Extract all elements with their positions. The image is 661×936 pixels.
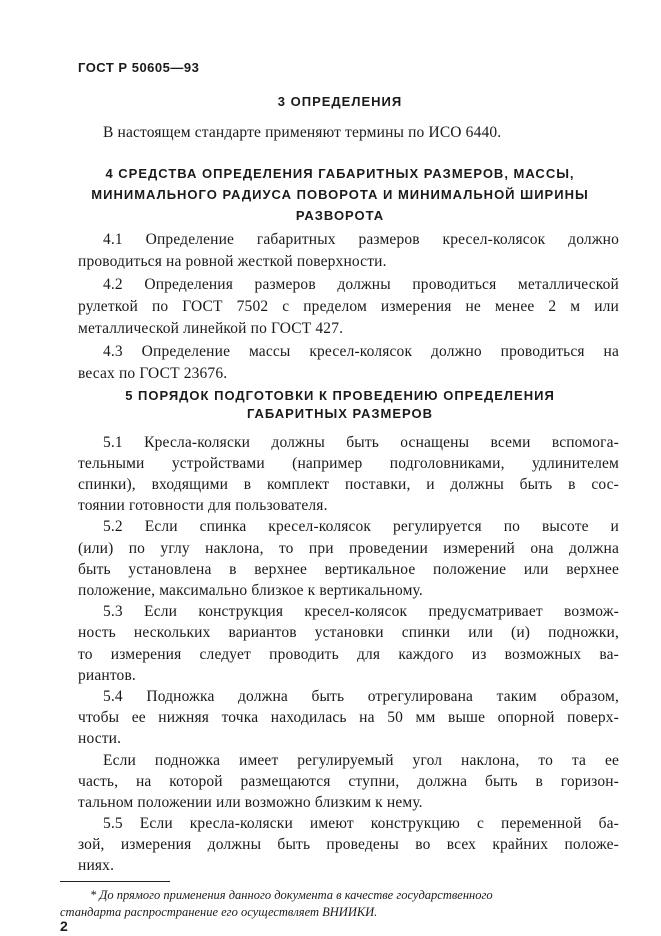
heading-line: РАЗВОРОТА: [295, 208, 385, 223]
paragraph-line: чтобы ее нижняя точка находилась на 50 мм выше опорной поверх-: [78, 709, 619, 726]
paragraph-line: 4.1 Определение габаритных размеров кресел-колясок должно: [103, 231, 619, 248]
paragraph-line: 5.4 Подножка должна быть отрегулирована таким образом,: [103, 688, 619, 705]
paragraph-line: тоянии готовности для пользователя.: [78, 497, 328, 514]
heading-line: 5 ПОРЯДОК ПОДГОТОВКИ К ПРОВЕДЕНИЮ ОПРЕДЕЛЕНИЯ: [125, 388, 555, 403]
heading-line: 4 СРЕДСТВА ОПРЕДЕЛЕНИЯ ГАБАРИТНЫХ РАЗМЕРОВ, МАССЫ,: [105, 166, 575, 181]
document-header: ГОСТ Р 50605—93: [78, 60, 200, 75]
paragraph-line: проводиться на ровной жесткой поверхности.: [78, 253, 387, 270]
paragraph-line: 4.3 Определение массы кресел-колясок должно проводиться на: [103, 343, 619, 360]
paragraph-line: риантов.: [78, 667, 136, 684]
paragraph-line: зой, измерения должны быть проведены во всех крайних положе-: [78, 836, 619, 853]
heading-line: МИНИМАЛЬНОГО РАДИУСА ПОВОРОТА И МИНИМАЛЬНОЙ ШИРИНЫ: [91, 187, 589, 202]
paragraph-line: ность нескольких вариантов установки спинки или (и) подножки,: [78, 624, 619, 641]
paragraph-line: часть, на которой размещаются ступни, должна быть в горизон-: [78, 773, 619, 790]
paragraph-line: (или) по углу наклона, то при проведении измерений она должна: [78, 540, 619, 557]
paragraph-line: то измерения следует проводить для каждого из возможных ва-: [78, 646, 619, 663]
paragraph-line: положение, максимально близкое к вертикальному.: [78, 582, 423, 599]
paragraph-line: 5.1 Кресла-коляски должны быть оснащены всеми вспомога-: [103, 434, 619, 451]
heading-line: ГАБАРИТНЫХ РАЗМЕРОВ: [246, 406, 434, 421]
page-number: 2: [60, 918, 68, 934]
section-4-heading: [60, 163, 620, 226]
section-3-heading: 3 ОПРЕДЕЛЕНИЯ: [277, 94, 403, 109]
section-5-heading: [60, 387, 620, 423]
paragraph-line: 4.2 Определения размеров должны проводиться металлической: [103, 276, 619, 293]
footnote-line: * До прямого применения данного документа в качестве государственного: [90, 888, 493, 902]
paragraph-line: 5.2 Если спинка кресел-колясок регулируется по высоте и: [103, 518, 619, 535]
paragraph-line: металлической линейкой по ГОСТ 427.: [78, 320, 344, 337]
paragraph-line: 5.3 Если конструкция кресел-колясок предусматривает возмож-: [103, 603, 619, 620]
paragraph-line: рулеткой по ГОСТ 7502 с пределом измерения не менее 2 м или: [78, 298, 619, 315]
footnote-divider: [60, 881, 170, 882]
paragraph-line: 5.5 Если кресла-коляски имеют конструкцию с переменной ба-: [103, 815, 619, 832]
paragraph-line: В настоящем стандарте применяют термины по ИСО 6440.: [103, 124, 502, 141]
paragraph-line: ности.: [78, 730, 122, 747]
footnote-line: стандарта распространение его осуществляет ВНИИКИ.: [60, 905, 378, 919]
paragraph-line: спинки), входящими в комплект поставки, и должны быть в сос-: [78, 476, 619, 493]
paragraph-line: весах по ГОСТ 23676.: [78, 365, 228, 382]
paragraph-line: Если подножка имеет регулируемый угол наклона, то та ее: [103, 752, 619, 769]
paragraph-line: ниях.: [78, 857, 115, 874]
paragraph-line: тальном положении или возможно близким к нему.: [78, 794, 423, 811]
paragraph-line: тельными устройствами (например подголовниками, удлинителем: [78, 455, 619, 472]
paragraph-line: быть установлена в верхнее вертикальное положение или верхнее: [78, 561, 619, 578]
